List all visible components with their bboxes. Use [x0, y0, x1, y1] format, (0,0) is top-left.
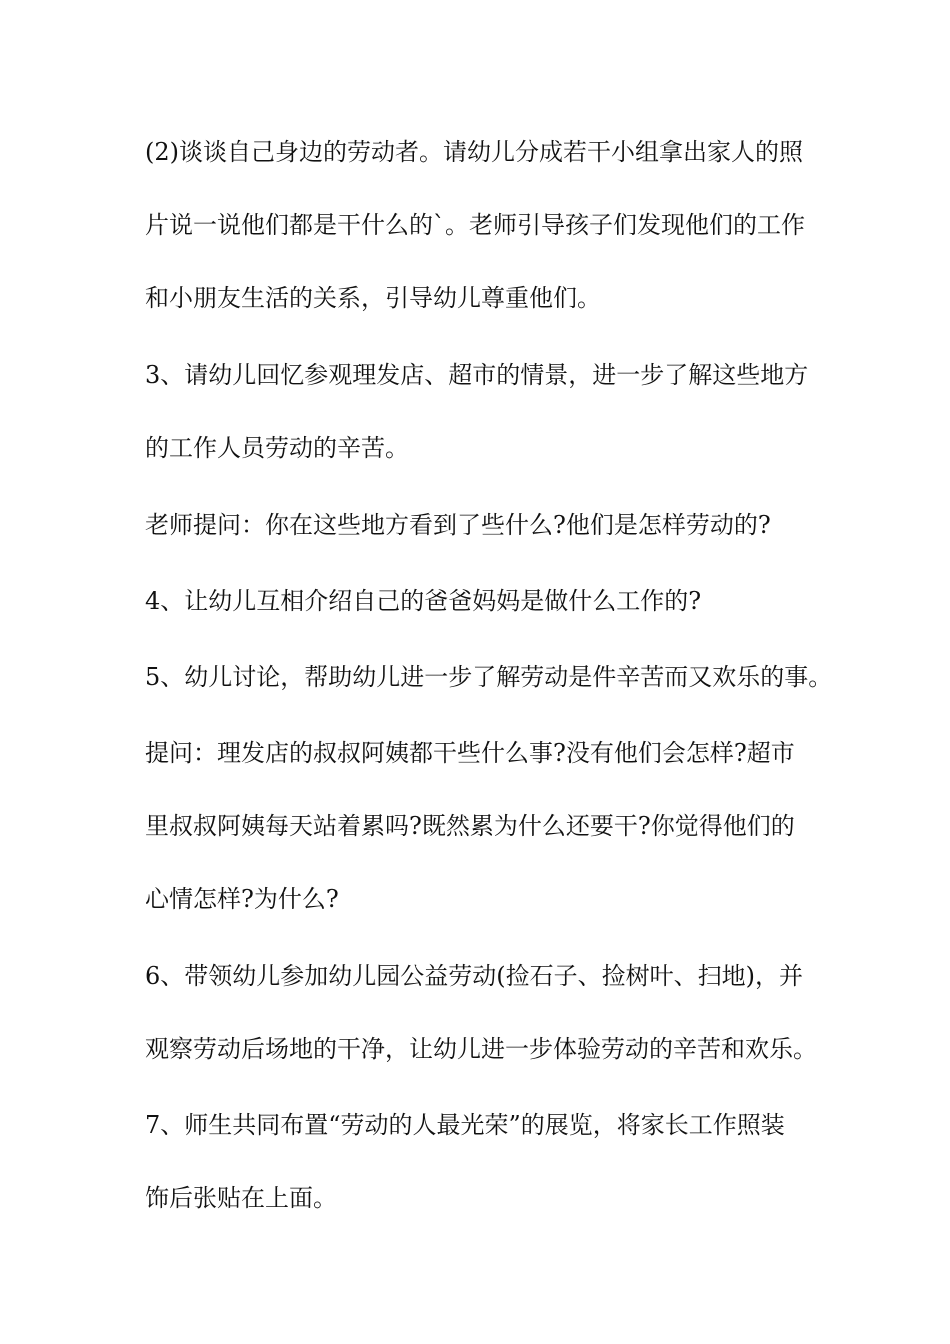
text-line-13: 观察劳动后场地的干净，让幼儿进一步体验劳动的辛苦和欢乐。: [145, 1035, 817, 1063]
text-line-9: 提问：理发店的叔叔阿姨都干些什么事?没有他们会怎样?超市: [145, 739, 795, 767]
text-line-3: 和小朋友生活的关系，引导幼儿尊重他们。: [145, 284, 601, 312]
text-line-8: 5、幼儿讨论，帮助幼儿进一步了解劳动是件辛苦而又欢乐的事。: [145, 663, 833, 691]
text-line-2: 片说一说他们都是干什么的`。老师引导孩子们发现他们的工作: [145, 211, 805, 239]
text-line-14: 7、师生共同布置“劳动的人最光荣”的展览，将家长工作照装: [145, 1111, 785, 1139]
text-line-6: 老师提问：你在这些地方看到了些什么?他们是怎样劳动的?: [145, 511, 771, 539]
text-line-7: 4、让幼儿互相介绍自己的爸爸妈妈是做什么工作的?: [145, 587, 702, 615]
text-line-10: 里叔叔阿姨每天站着累吗?既然累为什么还要干?你觉得他们的: [145, 812, 795, 840]
text-line-15: 饰后张贴在上面。: [145, 1184, 337, 1212]
text-line-1: (2)谈谈自己身边的劳动者。请幼儿分成若干小组拿出家人的照: [145, 138, 803, 166]
text-line-4: 3、请幼儿回忆参观理发店、超市的情景，进一步了解这些地方: [145, 361, 809, 389]
text-line-11: 心情怎样?为什么?: [145, 885, 339, 913]
text-line-5: 的工作人员劳动的辛苦。: [145, 434, 409, 462]
text-line-12: 6、带领幼儿参加幼儿园公益劳动(捡石子、捡树叶、扫地)，并: [145, 962, 803, 990]
